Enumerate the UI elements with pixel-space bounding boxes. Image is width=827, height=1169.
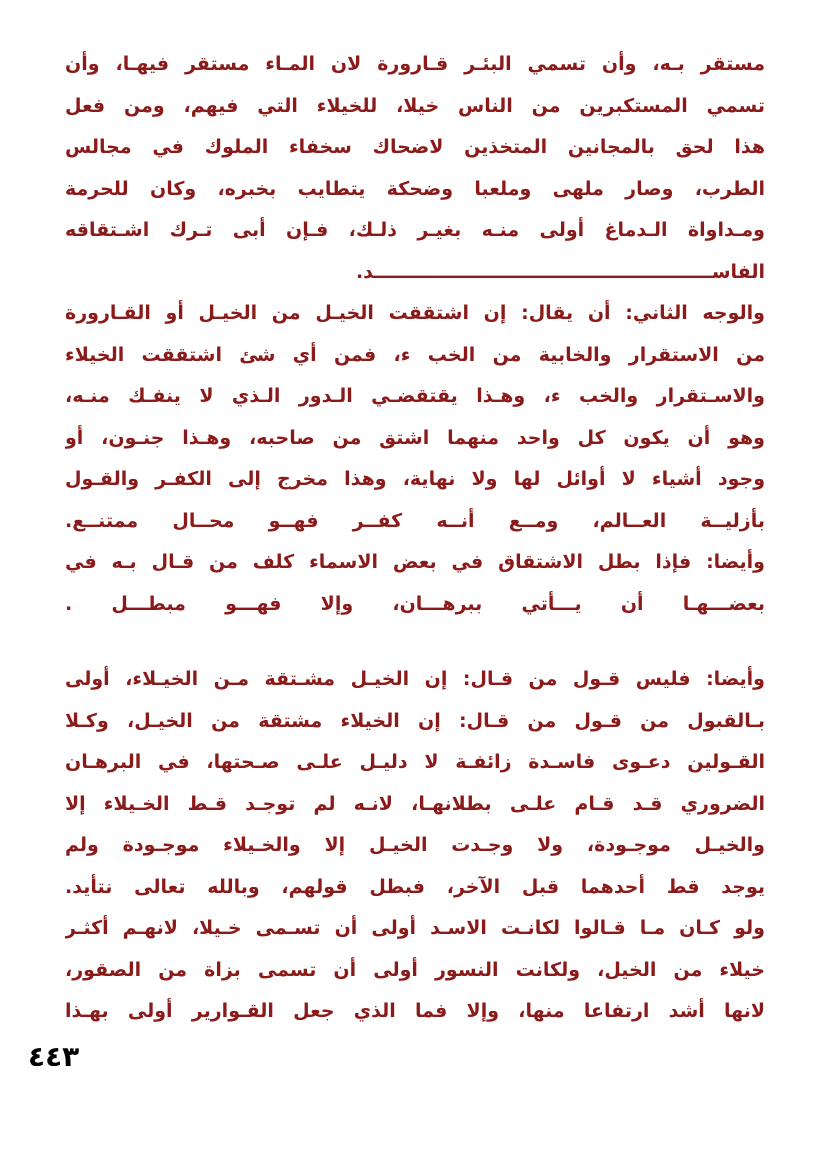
text-line: مستقر بـه، وأن تسمي البئـر قـارورة لان المـاء مستقر فيهـا، وأن <box>65 53 765 75</box>
paragraph <box>65 659 765 908</box>
text-line: ومـداواة الـدماغ أولى منـه بغيـر ذلـك، فـإن أبى تـرك اشـتقاقه <box>65 219 765 241</box>
text-line: القـولين دعـوى فاسـدة زائفـة لا دليـل علـى صـحتها، في البرهـان <box>65 751 765 773</box>
text-line: هذا لحق بالمجانين المتخذين لاضحاك سخفاء الملوك في مجالس <box>65 136 765 158</box>
page-number: ٤٤٣ <box>28 1040 80 1073</box>
text-line: خيلاء من الخيل، ولكانت النسور أولى أن تسمى بزاة من الصقور، <box>65 958 765 981</box>
text-line: الضروري قـد قـام علـى بطلانهـا، لانـه لم توجـد قـط الخـيلاء إلا <box>65 792 765 815</box>
text-line: بـالقبول من قـول من قـال: إن الخيلاء مشتقة من الخيـل، وكـلا <box>65 709 765 732</box>
text-line: يوجد قط أحدهما قبل الآخر، فبطل قولهم، وبالله تعالى نتأيد. <box>65 875 765 898</box>
text-line: وأيضا: فإذا بطل الاشتقاق في بعض الاسماء كلف من قـال بـه في <box>65 551 765 573</box>
text-line: والوجه الثاني: أن يقال: إن اشتققت الخيـل من الخيـل أو القـارورة <box>65 302 765 324</box>
text-line: وجود أشياء لا أوائل لها ولا نهاية، وهذا مخرج إلى الكفـر والقـول <box>65 468 765 490</box>
text-line: والاسـتقرار والخب ء، وهـذا يقتقضـي الـدور الـذي لا ينفـك منـه، <box>65 385 765 407</box>
text-line: والخيـل موجـودة، ولا وجـدت الخيـل إلا والخـيلاء موجـودة ولم <box>65 834 765 856</box>
paragraph <box>65 44 765 293</box>
paragraph-gap <box>65 625 765 659</box>
text-line: وهو أن يكون كل واحد منهما اشتق من صاحبه، وهـذا جنـون، أو <box>65 426 765 449</box>
text-line: من الاستقرار والخابية من الخب ء، فمن أي شئ اشتققت الخيلاء <box>65 343 765 366</box>
text-line: بأزليــة العــالم، ومــع أنــه كفــر فهــو محــال ممتنــع. <box>65 509 765 532</box>
page-body <box>65 44 765 1033</box>
text-line: الطرب، وصار ملهى وملعبا وضحكة يتطايب بخبره، وكان للحرمة <box>65 177 765 200</box>
text-line: ولو كـان مـا قـالوا لكانـت الاسـد أولى أن تسـمى خـيلا، لانهـم أكثـر <box>65 917 765 939</box>
text-line: وأيضا: فليس قـول من قـال: إن الخيـل مشـتقة مـن الخيـلاء، أولى <box>65 668 765 690</box>
paragraph <box>65 908 765 1033</box>
text-line: بعضـــهـا أن يـــأتي ببرهـــان، وإلا فهـــو مبطـــل . <box>65 592 765 615</box>
text-line: الفاســــــــــــــــــــــــــــــــــــــــــــــــــــد. <box>355 260 765 283</box>
paragraph <box>65 293 765 542</box>
text-line: تسمي المستكبرين من الناس خيلا، للخيلاء التي فيهم، ومن فعل <box>65 94 765 117</box>
paragraph <box>65 542 765 625</box>
text-line: لانها أشد ارتفاعا منها، وإلا فما الذي جعل القـوارير أولى بهـذا <box>65 1000 765 1022</box>
